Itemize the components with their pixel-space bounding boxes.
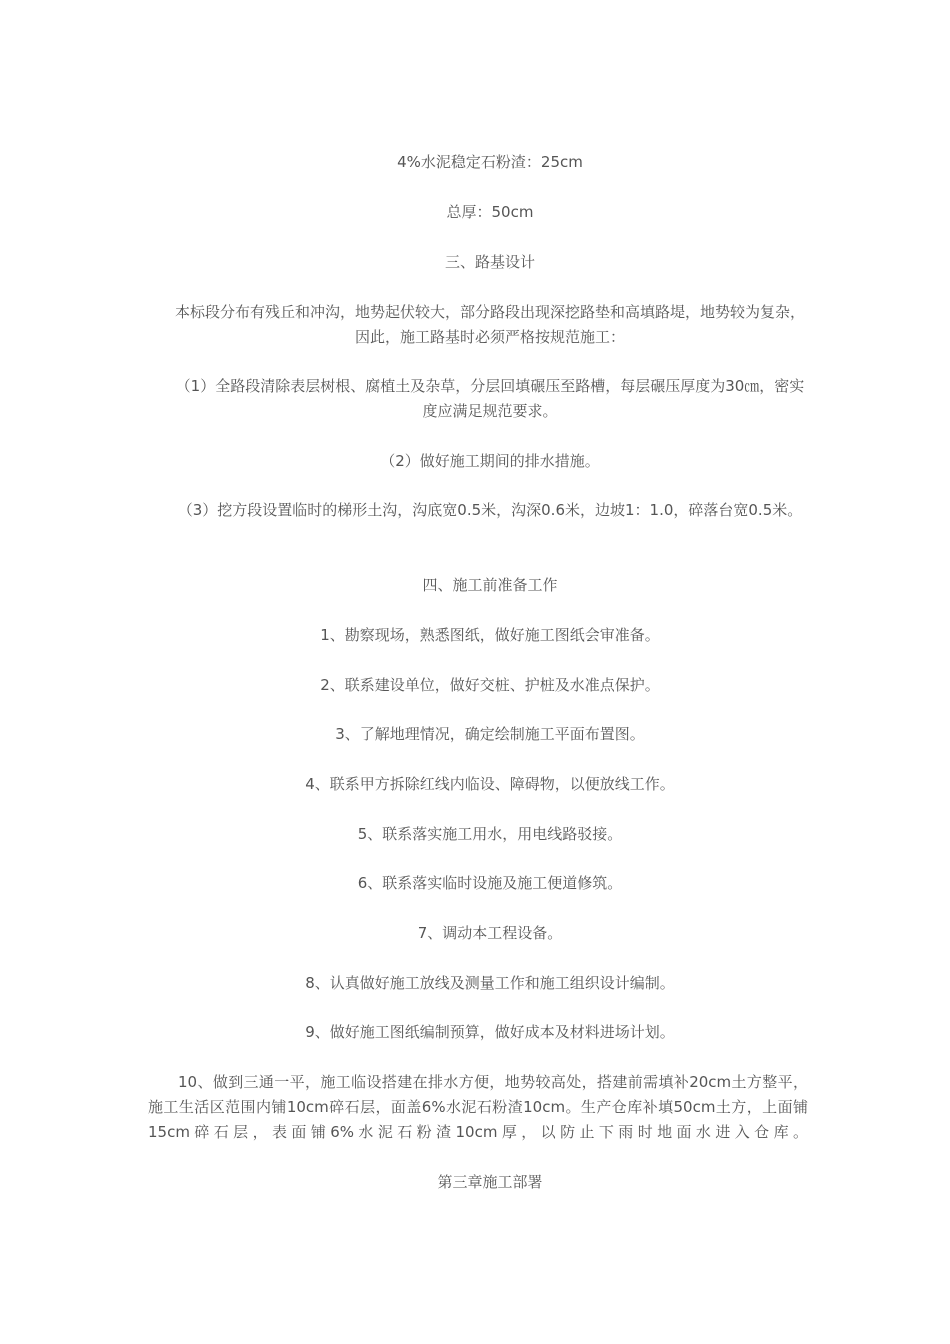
list-item: 6、联系落实临时设施及施工便道修筑。 (357, 874, 623, 892)
list-item: 3、了解地理情况，确定绘制施工平面布置图。 (335, 725, 645, 743)
paragraph: （2）做好施工期间的排水措施。 (380, 452, 600, 470)
list-item: 9、做好施工图纸编制预算，做好成本及材料进场计划。 (305, 1023, 675, 1041)
list-item: 8、认真做好施工放线及测量工作和施工组织设计编制。 (305, 974, 675, 992)
list-item: 7、调动本工程设备。 (417, 924, 563, 942)
section-heading: 三、路基设计 (444, 253, 535, 271)
list-item: 4、联系甲方拆除红线内临设、障碍物，以便放线工作。 (305, 775, 675, 793)
text-line: 总厚：50cm (446, 203, 534, 221)
section-heading: 四、施工前准备工作 (422, 576, 558, 594)
list-item: 5、联系落实施工用水，用电线路驳接。 (357, 825, 623, 843)
paragraph: （1）全路段清除表层树根、腐植土及杂草，分层回填碾压至路槽，每层碾压厚度为30㎝，密实度应满足规范要求。 (175, 377, 805, 420)
list-item: 1、勘察现场，熟悉图纸，做好施工图纸会审准备。 (320, 626, 660, 644)
paragraph: （3）挖方段设置临时的梯形土沟，沟底宽0.5米，沟深0.6米，边坡1：1.0，碎落台宽0.5米。 (177, 501, 803, 519)
list-item-paragraph: 10、做到三通一平，施工临设搭建在排水方便，地势较高处，搭建前需填补20cm土方整平，施工生活区范围内铺10cm碎石层，面盖6%水泥石粉渣10cm。生产仓库补填50cm土方，上面铺15cm碎石层，表面铺6%水泥石粉渣10cm厚，以防止下雨时地面水进入仓库。 (148, 1073, 808, 1141)
list-item: 2、联系建设单位，做好交桩、护桩及水准点保护。 (320, 676, 660, 694)
text-line: 4%水泥稳定石粉渣：25cm (397, 153, 583, 171)
chapter-heading: 第三章施工部署 (437, 1173, 543, 1191)
paragraph: 本标段分布有残丘和冲沟，地势起伏较大，部分路段出现深挖路垫和高填路堤，地势较为复杂，因此，施工路基时必须严格按规范施工： (174, 303, 805, 346)
